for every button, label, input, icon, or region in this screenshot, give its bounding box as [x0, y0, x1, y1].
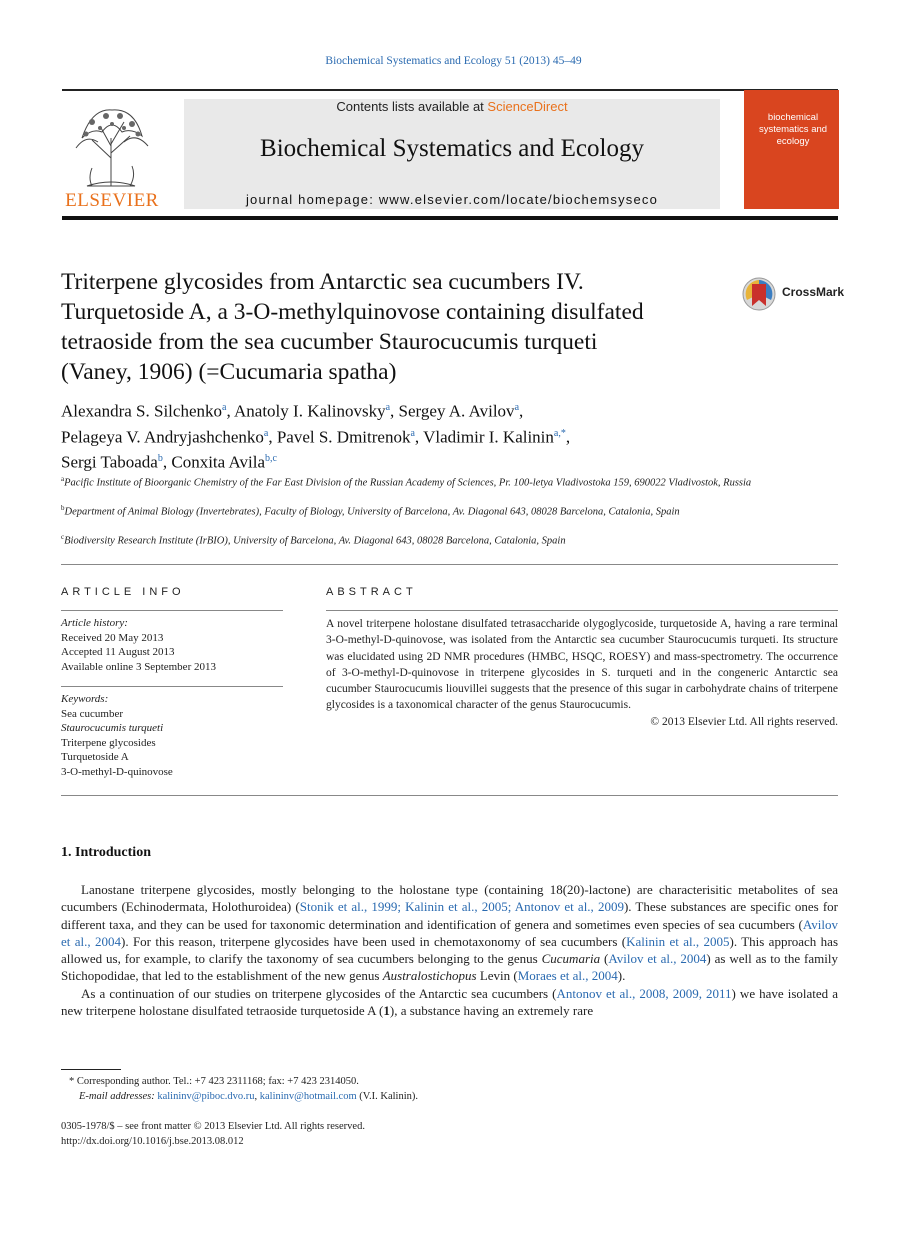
homepage-prefix: journal homepage: [245, 192, 379, 207]
author-name[interactable]: Pelageya V. Andryjashchenko [61, 427, 264, 447]
author-affiliation-marker[interactable]: a [514, 402, 520, 413]
keyword: Triterpene glycosides [61, 736, 156, 749]
corresponding-author-note: * Corresponding author. Tel.: +7 423 2311168; fax: +7 423 2314050. [69, 1076, 359, 1087]
text-run: Levin ( [476, 968, 518, 984]
author-name[interactable]: Anatoly I. Kalinovsky [234, 401, 386, 421]
journal-name: Biochemical Systematics and Ecology [260, 135, 644, 162]
author-affiliation-marker[interactable]: a [410, 427, 415, 439]
section-divider [61, 795, 838, 796]
doi-link[interactable]: http://dx.doi.org/10.1016/j.bse.2013.08.012 [61, 1136, 244, 1147]
journal-citation[interactable]: Biochemical Systematics and Ecology 51 (2013) 45–49 [325, 55, 582, 67]
genus-name: Cucumaria [541, 951, 601, 967]
journal-homepage [184, 192, 720, 207]
contents-prefix: Contents lists available at [336, 99, 488, 114]
author-affiliation-marker[interactable]: b [157, 453, 163, 465]
affiliation-text: Pacific Institute of Bioorganic Chemistry of the Far East Division of the Russian Academy of Sciences, Pr. 100-letya Vladivostoka 159, 690022 Vladivostok, Russia [64, 477, 752, 489]
intro-paragraph-1 [61, 881, 838, 985]
affiliation-a [61, 472, 761, 491]
affiliation-c [61, 530, 761, 549]
author-affiliation-marker[interactable]: a [385, 402, 391, 413]
online-date: Available online 3 September 2013 [61, 660, 216, 673]
history-label: Article history: [61, 617, 128, 629]
email-note: E-mail addresses: kalininv@piboc.dvo.ru, kalininv@hotmail.com (V.I. Kalinin). [79, 1091, 418, 1102]
title-line-2: Turquetoside A, a 3-O-methylquinovose containing disulfated [61, 299, 644, 325]
author-list: Alexandra S. Silchenko$^a$, Anatoly I. Kalinovsky$^a$, Sergey A. Avilov$^a$, Pelageya V. Andryjashchenko$^a$, Pavel S. Dmitrenok$^a$, Vladimir I. Kalinin$^{a,*}$, Sergi Taboada$^b$, Conxita Avila$^{b,c}$ [61, 401, 571, 472]
intro-paragraph-2 [61, 985, 838, 1020]
affiliation-text: Department of Animal Biology (Invertebrates), Faculty of Biology, University of Barcelona, Av. Diagonal 643, 08028 Barcelona, Catalonia, Spain [64, 506, 680, 518]
journal-cover-title: biochemical systematics and ecology [758, 112, 828, 147]
article-info [61, 616, 283, 674]
affiliation-text: Biodiversity Research Institute (IrBIO), University of Barcelona, Av. Diagonal 643, 08028 Barcelona, Catalonia, Spain [64, 535, 566, 547]
journal-cover[interactable] [744, 90, 839, 209]
article-title [61, 267, 741, 387]
keyword: Sea cucumber [61, 707, 123, 720]
title-line-1: Triterpene glycosides from Antarctic sea cucumbers IV. [61, 269, 584, 295]
citation-link[interactable]: Stonik et al., 1999; Kalinin et al., 2005; Antonov et al., 2009 [299, 899, 624, 915]
section-divider [61, 564, 838, 565]
affiliation-b [61, 501, 761, 520]
keywords-label: Keywords: [61, 693, 109, 705]
text-run: ). For this reason, triterpene glycosides have been used in chemotaxonomy of sea cucumbers ( [121, 933, 627, 949]
genus-name: Australostichopus [382, 968, 477, 984]
author-affiliation-marker[interactable]: a,* [553, 427, 566, 439]
author-name[interactable]: Conxita Avila [171, 452, 266, 472]
corresponding-text: Corresponding author. Tel.: +7 423 2311168; fax: +7 423 2314050. [76, 1076, 359, 1087]
email-link[interactable]: kalininv@piboc.dvo.ru [157, 1091, 255, 1102]
email-tail: (V.I. Kalinin). [359, 1091, 418, 1102]
text-run: As a continuation of our studies on triterpene glycosides of the Antarctic sea cucumbers ( [81, 985, 557, 1001]
citation-link[interactable]: Kalinin et al., 2005 [626, 933, 730, 949]
affiliation-marker: a [61, 475, 65, 483]
footnote-rule [61, 1069, 121, 1070]
text-run: ( [600, 951, 609, 967]
abstract-copyright: © 2013 Elsevier Ltd. All rights reserved. [650, 715, 838, 728]
author-name[interactable]: Sergey A. Avilov [398, 401, 515, 421]
title-line-3: tetraoside from the sea cucumber Staurocucumis turqueti [61, 329, 598, 355]
abstract-body [326, 616, 838, 730]
homepage-url[interactable]: www.elsevier.com/locate/biochemsyseco [378, 192, 659, 207]
article-info-heading: ARTICLE INFO [61, 586, 185, 598]
citation-link[interactable]: Moraes et al., 2004 [517, 968, 618, 984]
text-run: ), a substance having an extremely rare [389, 1003, 594, 1019]
header-top-rule [62, 89, 838, 91]
issn-line: 0305-1978/$ – see front matter © 2013 Elsevier Ltd. All rights reserved. [61, 1121, 365, 1132]
citation-link[interactable]: Antonov et al., 2008, 2009, 2011 [556, 985, 732, 1001]
text-run: ) as well as to the family Stichopodidae, that led to the establishment of the new genus [61, 951, 838, 984]
author-name[interactable]: Pavel S. Dmitrenok [276, 427, 411, 447]
affiliation-marker: b [61, 504, 65, 512]
crossmark-label[interactable]: CrossMark [782, 285, 845, 299]
citation-link[interactable]: Avilov et al., 2004 [61, 916, 838, 949]
text-run: ). This approach has allowed us, for example, to clarify the taxonomy of sea cucumbers belonging to the genus [61, 933, 838, 967]
text-run: ) we have isolated a new triterpene holostane disulfated tetraoside turquetoside A ( [61, 985, 838, 1019]
keywords-rule [61, 686, 283, 687]
author-name[interactable]: Alexandra S. Silchenko [61, 401, 222, 421]
text-run: Lanostane triterpene glycosides, mostly belonging to the holostane type (containing 18(20)-lactone) are characterisitic metabolites of sea cucumbers (Echinodermata, Holothuroidea) ( [61, 882, 838, 915]
sciencedirect-link[interactable]: ScienceDirect [487, 99, 568, 114]
compound-number: 1 [383, 1003, 390, 1019]
author-affiliation-marker[interactable]: b,c [265, 453, 277, 465]
article-info-rule [61, 610, 283, 611]
author-affiliation-marker[interactable]: a [222, 402, 227, 413]
header-bottom-rule [62, 216, 838, 220]
email-label: E-mail addresses: [79, 1091, 155, 1102]
affiliation-marker: c [61, 533, 65, 541]
footnotes [61, 1074, 838, 1104]
author-affiliation-marker[interactable]: a [263, 427, 269, 439]
abstract-rule [326, 610, 838, 611]
author-name[interactable]: Vladimir I. Kalinin [423, 427, 554, 447]
keyword: 3-O-methyl-D-quinovose [61, 765, 173, 778]
introduction-heading: 1. Introduction [61, 845, 151, 860]
keyword: Staurocucumis turqueti [61, 722, 164, 734]
text-run: ). [617, 968, 626, 984]
accepted-date: Accepted 11 August 2013 [61, 646, 175, 658]
publisher-name: ELSEVIER [65, 190, 159, 211]
crossmark-icon[interactable] [741, 276, 781, 312]
email-link[interactable]: kalininv@hotmail.com [259, 1091, 357, 1102]
text-run: ). These substances are specific ones for different taxa, and they can be used for taxonomic determination and identification of genera and sometimes even species of sea cucumbers ( [61, 899, 839, 932]
author-name[interactable]: Sergi Taboada [61, 452, 158, 472]
contents-line [184, 99, 720, 114]
abstract-heading: ABSTRACT [326, 586, 417, 598]
title-line-4: (Vaney, 1906) (=Cucumaria spatha) [61, 359, 397, 385]
introduction-body [61, 881, 838, 1019]
citation-link[interactable]: Avilov et al., 2004 [608, 951, 707, 967]
keywords-block [61, 692, 283, 779]
abstract-text: A novel triterpene holostane disulfated tetrasaccharide olygoglycoside, turquetoside A, having a rare terminal 3-O-methyl-D-quinovose, was isolated from the Antarctic sea cucumber Staurocucumis turqueti. Its structure was elucidated using 2D NMR procedures (HMBC, HSQC, ROESY) and mass-spectrometry. The occurrence of 3-O-methyl-D-quinovose in triterpene glycosides in S. turqueti and in the congeneric Antarctic sea cucumber Staurocucumis liouvillei suggests that the presence of this sugar in carbohydrate chains of triterpene glycosides is a taxonomical character of the genus Staurocucumis. [326, 618, 838, 712]
received-date: Received 20 May 2013 [61, 631, 164, 644]
keyword: Turquetoside A [61, 751, 129, 763]
